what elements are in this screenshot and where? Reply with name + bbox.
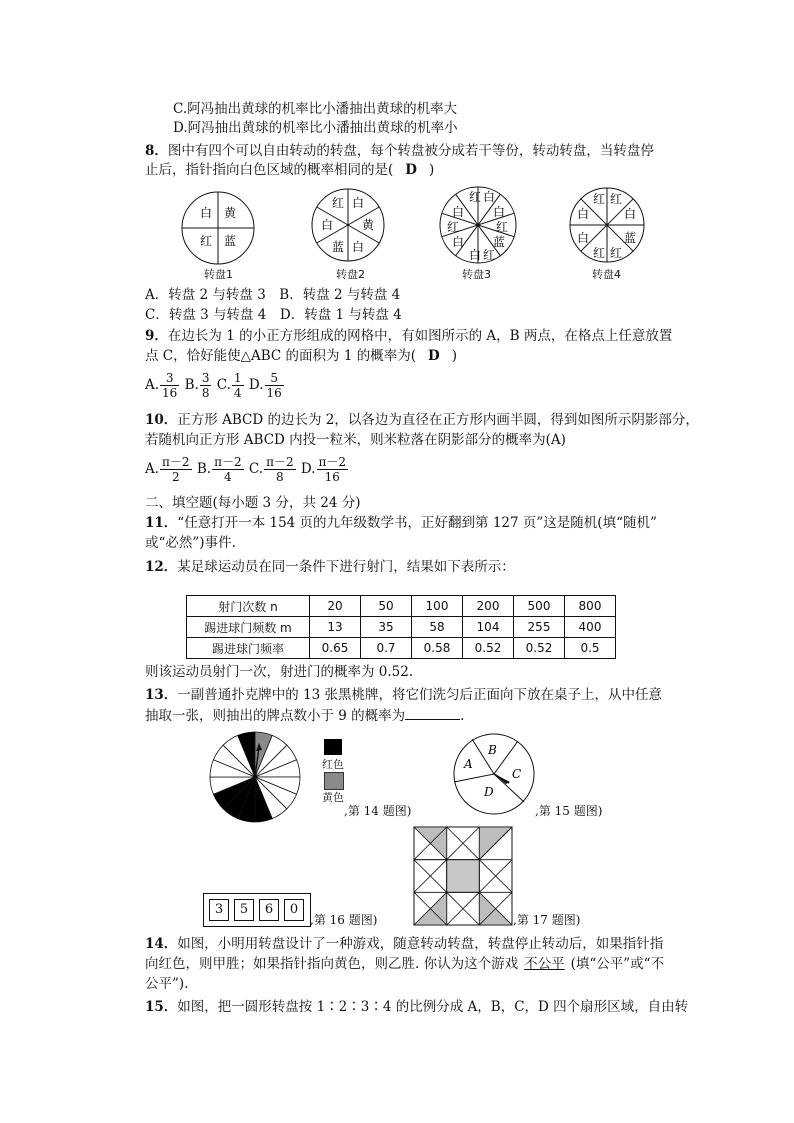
q9-opt-a-frac: $\frac{3}{16}$	[162, 371, 178, 400]
table-cell: 200	[463, 596, 514, 617]
spinner4-label-5: 红	[593, 246, 606, 260]
q9-number: 9．	[145, 328, 168, 344]
figure14-wheel	[208, 730, 302, 824]
q14-line1	[145, 935, 663, 953]
figure15-caption: ,第 15 题图)	[535, 804, 603, 818]
spinner3-label-0: 红	[469, 190, 482, 204]
q7-option-c: C.阿冯抽出黄球的机率比小潘抽出黄球的机率大	[173, 101, 458, 117]
spinner-1	[180, 190, 256, 266]
q11-text1: “任意打开一本 154 页的九年级数学书，正好翻到第 127 页”这是随机(填“随机”	[177, 515, 657, 531]
spinner4-label-4: 红	[610, 246, 623, 260]
table-cell: 0.52	[514, 638, 565, 659]
q9-opt-a-label: A.	[145, 377, 160, 393]
spinner1-label-3: 蓝	[224, 234, 237, 248]
table-cell: 50	[361, 596, 412, 617]
card: 3	[209, 899, 229, 921]
table-cell: 35	[361, 617, 412, 638]
q15-number: 15．	[145, 999, 178, 1015]
spinner3-label-9: 白	[452, 205, 465, 219]
table-cell: 400	[565, 617, 616, 638]
q13-text2: 抽取一张，则抽出的牌点数小于 9 的概率为	[145, 708, 406, 724]
q8-paren: )	[429, 162, 435, 178]
spinner-3	[438, 185, 518, 265]
spinner-2	[310, 187, 386, 263]
spinner3-label-4: 蓝	[493, 235, 506, 249]
table-row	[187, 638, 616, 659]
q14-text2: 向红色，则甲胜；如果指针指向黄色，则乙胜. 你认为这个游戏	[145, 956, 519, 972]
spinner4-label-3: 蓝	[624, 231, 637, 245]
q15-text1: 如图，把一圆形转盘按 1∶2∶3∶4 的比例分成 A，B，C，D 四个扇形区域，自由转	[177, 999, 689, 1015]
table-cell: 0.58	[412, 638, 463, 659]
figure15-label-c: C	[512, 767, 522, 781]
spinner2-label-2: 黄	[362, 218, 375, 232]
q7-option-d: D.阿冯抽出黄球的机率比小潘抽出黄球的机率小	[173, 120, 458, 136]
q10-opt-d-frac: $\frac{\pi-2}{16}$	[318, 455, 347, 484]
q13-text1: 一副普通扑克牌中的 13 张黑桃牌，将它们洗匀后正面向下放在桌子上，从中任意	[177, 687, 663, 703]
section-heading: 二、填空题(每小题 3 分，共 24 分)	[145, 495, 361, 511]
spinner3-label-8: 红	[447, 220, 460, 234]
q12-text2: 则该运动员射门一次，射进门的概率为 0.52.	[145, 664, 414, 680]
spinner3-label-2: 白	[493, 205, 506, 219]
q9-opt-b-frac: $\frac{3}{8}$	[201, 371, 210, 400]
q8-number: 8．	[145, 143, 168, 159]
q9-answer: D	[427, 348, 440, 364]
q10-text1: 正方形 ABCD 的边长为 2，以各边为直径在正方形内画半圆，得到如图所示阴影部分，	[177, 412, 699, 428]
q9-opt-d-label: D.	[248, 377, 264, 393]
spinner-2-caption: 转盘2	[336, 268, 365, 281]
q8-options-line2: C．转盘 3 与转盘 4 D．转盘 1 与转盘 4	[145, 307, 402, 323]
q8-text2: 止后，指针指向白色区域的概率相同的是(	[145, 162, 394, 178]
table-cell: 0.65	[310, 638, 361, 659]
spinner3-label-6: 白	[469, 248, 482, 262]
q14-text3: 公平”).	[145, 976, 189, 992]
table-cell: 800	[565, 596, 616, 617]
q10-options	[145, 455, 349, 484]
q9-text1: 在边长为 1 的小正方形组成的网格中，有如图所示的 A，B 两点，在格点上任意放置	[167, 328, 673, 344]
q8-line1	[145, 142, 654, 160]
table-row	[187, 617, 616, 638]
table-cell: 0.52	[463, 638, 514, 659]
table-header-cell: 射门次数 n	[187, 596, 310, 617]
figure16-cards	[203, 893, 311, 927]
figure15-circle	[452, 732, 536, 816]
spinner-4	[568, 186, 646, 264]
table-cell: 13	[310, 617, 361, 638]
q9-opt-c-label: C.	[216, 377, 231, 393]
q10-text2: 若随机向正方形 ABCD 内投一粒米，则米粒落在阴影部分的概率为(A)	[145, 432, 566, 448]
q9-opt-c-frac: $\frac{1}{4}$	[233, 371, 242, 400]
spinner1-label-2: 红	[200, 234, 213, 248]
q9-options	[145, 371, 285, 400]
q10-opt-d-label: D.	[300, 461, 316, 477]
q9-line2	[145, 347, 457, 365]
q10-opt-a-label: A.	[145, 461, 160, 477]
q10-opt-b-label: B.	[196, 461, 212, 477]
q13-line2: 抽取一张，则抽出的牌点数小于 9 的概率为 .	[145, 708, 465, 724]
q8-answer: D	[405, 162, 417, 178]
q9-opt-d-frac: $\frac{5}{16}$	[266, 371, 282, 400]
table-cell: 255	[514, 617, 565, 638]
table-row	[187, 596, 616, 617]
spinner2-label-1: 白	[352, 196, 365, 210]
q11-number: 11．	[145, 515, 178, 531]
legend-yellow-label: 黄色	[322, 791, 344, 804]
answer-blank	[405, 706, 460, 720]
q8-text1: 图中有四个可以自由转动的转盘，每个转盘被分成若干等份，转动转盘，当转盘停	[167, 143, 654, 159]
figure15-label-a: A	[464, 757, 473, 771]
q10-opt-c-frac: $\frac{\pi-2}{8}$	[266, 455, 294, 484]
spinner4-label-2: 白	[624, 207, 637, 221]
spinner-3-caption: 转盘3	[462, 268, 491, 281]
spinner4-label-7: 白	[577, 207, 590, 221]
card: 0	[284, 899, 304, 921]
q11-text2: 或“必然”)事件.	[145, 535, 236, 551]
q14-answer: 不公平	[524, 956, 565, 972]
spinner2-label-4: 蓝	[332, 240, 345, 254]
q8-options-line1: A．转盘 2 与转盘 3 B．转盘 2 与转盘 4	[145, 287, 401, 303]
spinner4-label-6: 白	[577, 231, 590, 245]
q12-line1	[145, 558, 515, 576]
q10-line1	[145, 411, 699, 429]
figure16-caption: ,第 16 题图)	[310, 913, 378, 927]
q11-line1	[145, 514, 657, 532]
q9-line1	[145, 327, 672, 345]
spinner2-label-3: 白	[352, 240, 365, 254]
figure14-caption: ,第 14 题图)	[344, 804, 412, 818]
q9-text2: 点 C，恰好能使△ABC 的面积为 1 的概率为(	[145, 348, 416, 364]
q14-text1: 如图，小明用转盘设计了一种游戏，随意转动转盘，转盘停止转动后，如果指针指	[177, 936, 664, 952]
q9-opt-b-label: B.	[184, 377, 199, 393]
q13-line1	[145, 686, 662, 704]
q14-text2-post: (填“公平”或“不	[570, 956, 665, 972]
card: 6	[259, 899, 279, 921]
q10-opt-a-frac: $\frac{\pi-2}{2}$	[162, 455, 190, 484]
q10-opt-b-frac: $\frac{\pi-2}{4}$	[214, 455, 242, 484]
table-cell: 0.7	[361, 638, 412, 659]
spinner2-label-0: 红	[332, 196, 345, 210]
spinner3-label-7: 白	[452, 235, 465, 249]
legend-red-label: 红色	[322, 758, 344, 771]
legend-yellow-swatch	[324, 772, 344, 790]
q14-number: 14．	[145, 936, 178, 952]
spinner4-label-0: 红	[593, 192, 606, 206]
table-header-cell: 踢进球门频数 m	[187, 617, 310, 638]
q10-opt-c-label: C.	[248, 461, 264, 477]
table-cell: 100	[412, 596, 463, 617]
table-cell: 20	[310, 596, 361, 617]
card: 5	[234, 899, 254, 921]
q15-line1	[145, 998, 688, 1016]
table-cell: 0.5	[565, 638, 616, 659]
shots-table	[186, 595, 616, 659]
q12-text1: 某足球运动员在同一条件下进行射门，结果如下表所示：	[177, 559, 515, 575]
table-header-cell: 踢进球门频率	[187, 638, 310, 659]
spinner4-label-1: 红	[610, 192, 623, 206]
q10-number: 10．	[145, 412, 178, 428]
spinner2-label-5: 白	[321, 218, 334, 232]
legend-red-swatch	[324, 739, 342, 755]
q8-line2	[145, 161, 434, 179]
figure15-label-d: D	[484, 785, 494, 799]
figure15-label-b: B	[488, 743, 497, 757]
q13-number: 13．	[145, 687, 178, 703]
spinner1-label-0: 白	[200, 206, 213, 220]
spinner1-label-1: 黄	[224, 206, 237, 220]
spinner3-label-5: 红	[483, 248, 496, 262]
table-cell: 58	[412, 617, 463, 638]
spinner-1-caption: 转盘1	[204, 268, 233, 281]
spinner3-label-3: 红	[496, 220, 509, 234]
q14-line2	[145, 955, 664, 973]
q12-number: 12．	[145, 559, 178, 575]
table-cell: 104	[463, 617, 514, 638]
table-cell: 500	[514, 596, 565, 617]
q9-paren: )	[451, 348, 457, 364]
spinner3-label-1: 白	[483, 190, 496, 204]
figure17-square	[413, 826, 513, 926]
spinner-4-caption: 转盘4	[592, 268, 621, 281]
figure17-caption: ,第 17 题图)	[513, 913, 581, 927]
